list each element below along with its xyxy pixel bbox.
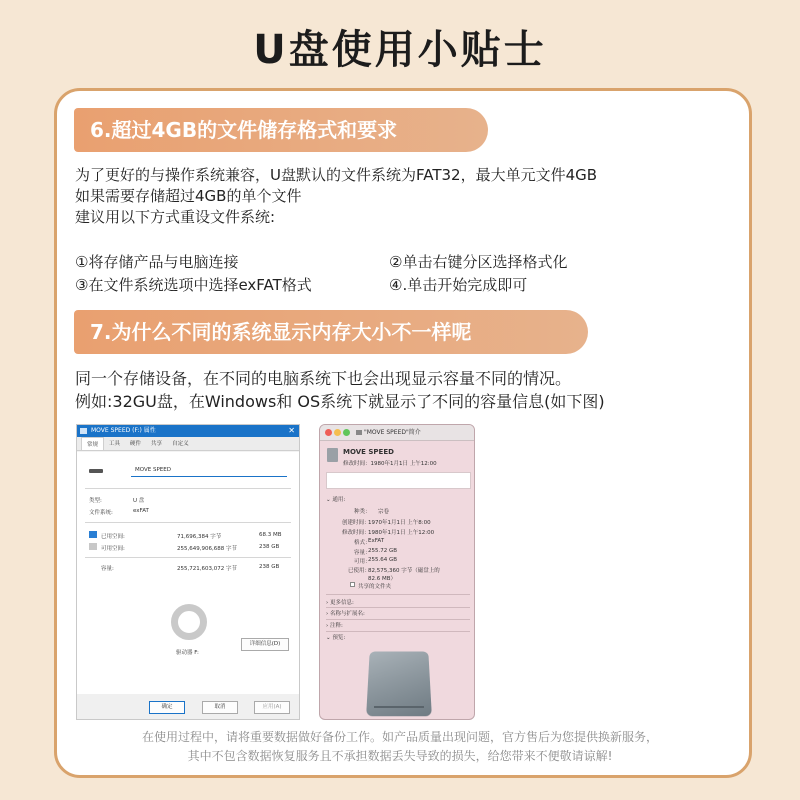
divider — [85, 488, 291, 489]
text-line: 例如:32GU盘，在Windows和 OS系统下就显示了不同的容量信息(如下图) — [75, 392, 605, 411]
usb-drive-icon — [89, 469, 103, 473]
mac-titlebar — [320, 425, 474, 441]
preview-section[interactable]: ⌄ 预览: — [326, 635, 346, 641]
text-line: 如果需要存储超过4GB的单个文件 — [75, 187, 302, 205]
windows-titlebar — [77, 425, 299, 437]
used-label: 已使用： — [348, 568, 371, 574]
capacity-value: 255.72 GB — [368, 548, 398, 554]
section-6-text — [75, 165, 597, 228]
text-line: 同一个存储设备，在不同的电脑系统下也会出现显示容量不同的情况。 — [75, 369, 572, 388]
more-info-section[interactable]: › 更多信息: — [326, 600, 354, 606]
modified-value: 1980年1月1日 上午12:00 — [368, 530, 435, 536]
drive-name-input[interactable]: MOVE SPEED — [131, 464, 287, 477]
modified-summary: 修改时间：1980年1月1日 上午12:00 — [343, 461, 437, 467]
divider — [326, 607, 470, 608]
drive-preview-edge — [374, 706, 424, 708]
used-label: 已用空间: — [101, 534, 125, 540]
step-2: ②单击右键分区选择格式化 — [389, 253, 568, 271]
footnote — [0, 728, 800, 766]
cancel-button[interactable]: 取消 — [202, 701, 238, 714]
available-value: 255.64 GB — [368, 557, 398, 563]
used-value: 82,575,360 字节（磁盘上的 — [368, 568, 440, 574]
mac-window-title — [356, 425, 421, 441]
tab-general[interactable]: 常规 — [81, 437, 104, 450]
tab-sharing[interactable]: 共享 — [151, 441, 163, 447]
step-4: ④.单击开始完成即可 — [389, 276, 528, 294]
volume-name: MOVE SPEED — [343, 448, 394, 456]
dialog-title: MOVE SPEED (F:) 属性 — [91, 427, 156, 434]
type-label: 类型: — [89, 498, 102, 504]
section-7-text — [75, 367, 605, 413]
divider — [85, 557, 291, 558]
windows-general-panel — [77, 452, 299, 719]
windows-tabs — [77, 437, 299, 451]
close-icon[interactable]: ✕ — [288, 426, 295, 435]
format-value: ExFAT — [368, 538, 385, 544]
divider — [326, 619, 470, 620]
created-value: 1970年1月1日 上午8:00 — [368, 520, 431, 526]
general-section[interactable]: ⌄ 通用: — [326, 497, 346, 503]
dialog-footer — [77, 694, 299, 719]
zoom-dot-icon[interactable] — [343, 429, 350, 436]
external-drive-icon — [327, 448, 338, 462]
used-swatch — [89, 531, 97, 538]
kind-label: 种类： — [354, 509, 371, 515]
used-bytes: 71,696,384 字节 — [177, 534, 222, 540]
close-dot-icon[interactable] — [325, 429, 332, 436]
divider — [326, 594, 470, 595]
windows-properties-dialog — [76, 424, 300, 720]
apply-button[interactable]: 应用(A) — [254, 701, 290, 714]
tab-customize[interactable]: 自定义 — [172, 441, 189, 447]
used-value-2: 82.6 MB） — [368, 576, 397, 582]
divider — [326, 631, 470, 632]
free-label: 可用空间: — [101, 546, 125, 552]
text-line: 为了更好的与操作系统兼容，U盘默认的文件系统为FAT32，最大单元文件4GB — [75, 166, 598, 184]
footnote-line: 其中不包含数据恢复服务且不承担数据丢失导致的损失，给您带来不便敬请谅解! — [187, 749, 613, 763]
shared-folder-label: 共享的文件夹 — [358, 584, 392, 590]
free-swatch — [89, 543, 97, 550]
free-bytes: 255,649,906,688 字节 — [177, 546, 237, 552]
details-button[interactable]: 详细信息(D) — [241, 638, 289, 651]
page-title: U盘使用小贴士 — [253, 27, 547, 73]
name-ext-section[interactable]: › 名称与扩展名: — [326, 611, 365, 617]
created-label: 创建时间： — [342, 520, 370, 526]
mac-title-text: "MOVE SPEED"简介 — [364, 429, 421, 436]
format-label: 格式： — [354, 540, 371, 546]
footnote-line: 在使用过程中，请将重要数据做好备份工作。如产品质量出现问题，官方售后为您提供换新服务， — [141, 730, 658, 744]
step-3: ③在文件系统选项中选择exFAT格式 — [75, 276, 312, 294]
capacity-donut — [171, 604, 207, 640]
tags-field[interactable] — [326, 472, 471, 489]
shared-folder-checkbox[interactable] — [350, 582, 355, 587]
minimize-dot-icon[interactable] — [334, 429, 341, 436]
text-line: 建议用以下方式重设文件系统: — [75, 208, 276, 226]
section-7-heading: 7.为什么不同的系统显示内存大小不一样呢 — [74, 310, 588, 354]
volume-icon — [356, 430, 362, 435]
type-value: U 盘 — [133, 498, 145, 504]
capacity-bytes: 255,721,603,072 字节 — [177, 566, 237, 572]
used-size: 68.3 MB — [259, 532, 282, 538]
tab-hardware[interactable]: 硬件 — [130, 441, 142, 447]
comments-section[interactable]: › 注释: — [326, 623, 343, 629]
modified-label: 修改时间： — [342, 530, 370, 536]
fs-label: 文件系统: — [89, 510, 113, 516]
capacity-size: 238 GB — [259, 564, 280, 570]
available-label: 可用： — [354, 559, 371, 565]
divider — [85, 522, 291, 523]
capacity-label: 容量： — [354, 550, 371, 556]
tab-tools[interactable]: 工具 — [109, 441, 121, 447]
capacity-label: 容量: — [101, 566, 114, 572]
drive-letter: 驱动器 F: — [176, 650, 199, 656]
fs-value: exFAT — [133, 508, 149, 514]
kind-value: 宗卷 — [378, 509, 390, 515]
drive-icon — [80, 428, 87, 434]
mac-info-window — [319, 424, 475, 720]
step-1: ①将存储产品与电脑连接 — [75, 253, 239, 271]
ok-button[interactable]: 确定 — [149, 701, 185, 714]
section-6-heading: 6.超过4GB的文件储存格式和要求 — [74, 108, 488, 152]
free-size: 238 GB — [259, 544, 280, 550]
